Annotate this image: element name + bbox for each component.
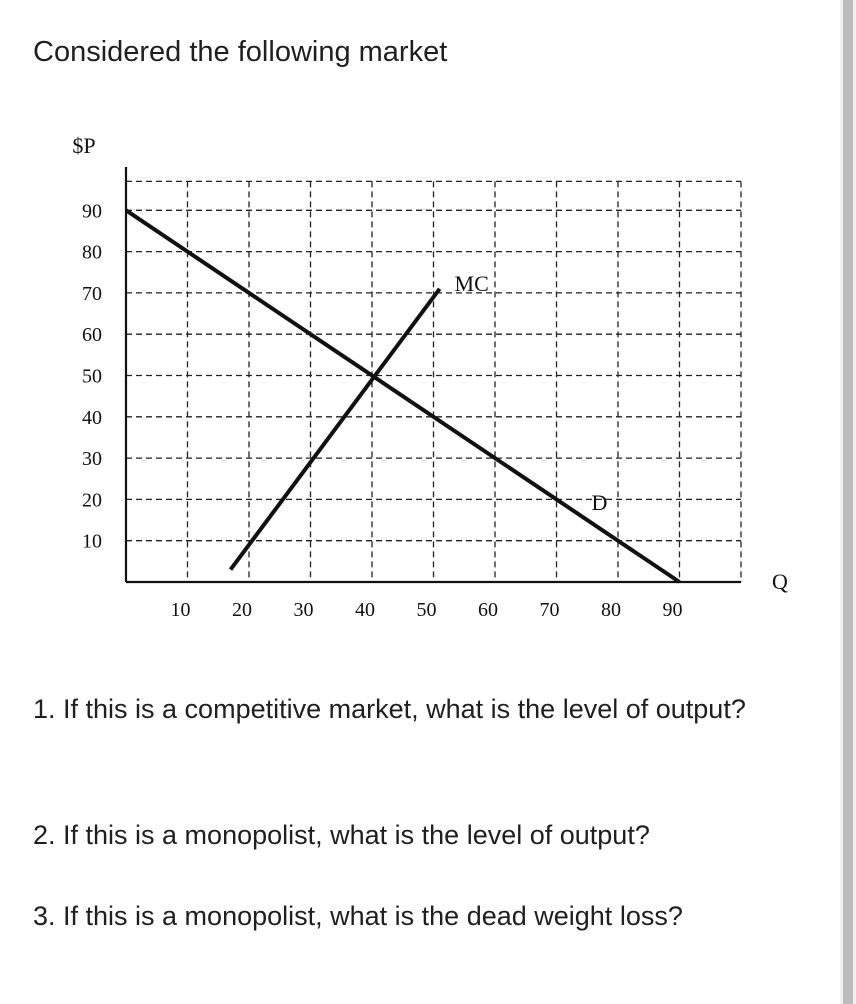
x-tick-label: 10 <box>170 599 191 621</box>
y-tick-label: 40 <box>82 406 102 429</box>
question-1: 1. If this is a competitive market, what is the level of output? <box>33 694 746 724</box>
x-tick-label: 90 <box>662 599 683 621</box>
x-tick-label: 30 <box>293 599 314 621</box>
series-label-mc: MC <box>454 270 489 296</box>
y-tick-label: 50 <box>82 365 102 388</box>
question-3: 3. If this is a monopolist, what is the dead weight loss? <box>33 901 683 931</box>
series-label-d: D <box>591 490 608 515</box>
x-tick-label: 50 <box>416 599 437 621</box>
question-2: 2. If this is a monopolist, what is the level of output? <box>33 820 650 850</box>
x-tick-label: 40 <box>355 599 375 621</box>
y-tick-label: 60 <box>82 324 102 347</box>
chart-grid <box>126 181 741 582</box>
x-axis-label: Q <box>772 569 788 594</box>
page-heading: Considered the following market <box>33 36 448 68</box>
x-tick-label: 60 <box>478 599 498 621</box>
x-tick-label: 70 <box>539 599 560 621</box>
x-tick-label: 80 <box>601 599 621 621</box>
y-tick-label: 80 <box>82 241 102 264</box>
y-axis-label: $P <box>72 133 96 158</box>
chart-axes <box>72 133 788 594</box>
y-tick-label: 90 <box>82 200 102 223</box>
series-line-d <box>126 210 680 582</box>
scrollbar-thumb[interactable] <box>843 0 853 1004</box>
y-tick-label: 20 <box>82 489 102 512</box>
y-tick-label: 10 <box>82 530 102 553</box>
x-tick-label: 20 <box>232 599 252 621</box>
chart-ticks <box>82 200 683 621</box>
y-tick-label: 30 <box>82 448 102 471</box>
market-chart <box>0 120 800 630</box>
chart-series <box>126 210 680 582</box>
series-line-mc <box>231 289 440 570</box>
y-tick-label: 70 <box>82 282 102 305</box>
